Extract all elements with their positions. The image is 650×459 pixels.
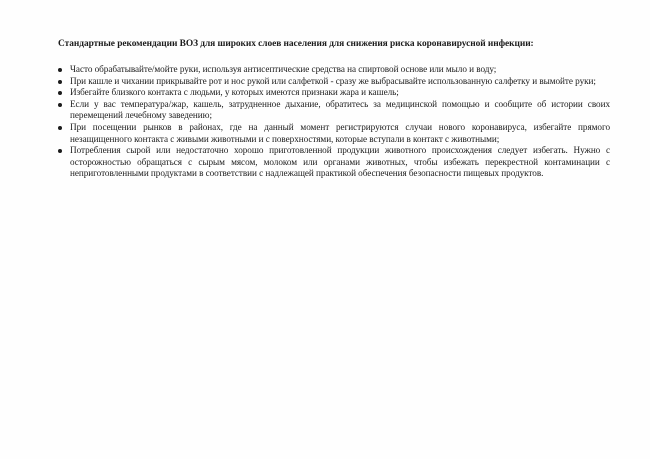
recommendation-text: Потребления сырой или недостаточно хорошо приготовленной продукции животного происхождения следует избегать. Нужно с осторожностью обращаться с сырым мясом, молоком или органами животных, чтобы избежать перекрестной контаминации с неприготовленными продуктами в соответствии с надлежащей практикой обеспечения безопасности пищевых продуктов. bbox=[70, 145, 610, 179]
bullet-icon bbox=[58, 126, 62, 130]
recommendation-item bbox=[58, 122, 610, 145]
recommendation-item bbox=[58, 64, 610, 76]
bullet-icon bbox=[58, 80, 62, 84]
document-content bbox=[58, 38, 610, 180]
bullet-icon bbox=[58, 68, 62, 72]
recommendation-text: При кашле и чихании прикрывайте рот и нос рукой или салфеткой - сразу же выбрасывайте использованную салфетку и вымойте руки; bbox=[70, 75, 596, 86]
recommendation-item bbox=[58, 145, 610, 180]
bullet-icon bbox=[58, 91, 62, 95]
document-title: Стандартные рекомендации ВОЗ для широких слоев населения для снижения риска коронавирусной инфекции: bbox=[58, 39, 534, 49]
recommendation-text: Если у вас температура/жар, кашель, затрудненное дыхание, обратитесь за медицинской помощью и сообщите об истории своих перемещений лечебному заведению; bbox=[70, 98, 610, 121]
recommendations-list bbox=[58, 64, 610, 180]
recommendation-item bbox=[58, 87, 610, 99]
recommendation-text: При посещении рынков в районах, где на данный момент регистрируются случаи нового коронавируса, избегайте прямого незащищенного контакта с живыми животными и с поверхностями, которые вступали в контакт с животными; bbox=[70, 121, 610, 144]
recommendation-item bbox=[58, 99, 610, 122]
bullet-icon bbox=[58, 103, 62, 107]
bullet-icon bbox=[58, 149, 62, 153]
recommendation-text: Избегайте близкого контакта с людьми, у которых имеются признаки жара и кашель; bbox=[70, 87, 399, 98]
recommendation-item bbox=[58, 76, 610, 88]
recommendation-text: Часто обрабатывайте/мойте руки, используя антисептические средства на спиртовой основе или мыло и воду; bbox=[70, 64, 497, 74]
